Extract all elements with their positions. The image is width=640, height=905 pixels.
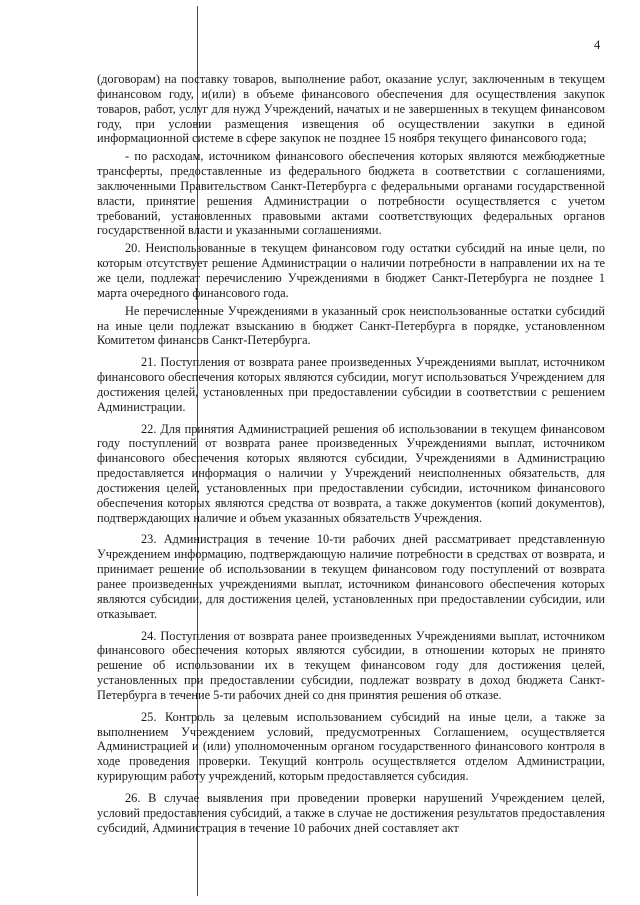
paragraph-25: 25. Контроль за целевым использованием субсидий на иные цели, а также за выполнением Учреждением условий, предусмотренных Соглашением, осуществляется Администрацией и (или) уполномоченным органом государственного финансового контроля в ходе проведения проверки. Текущий контроль осуществляется отделом Администрации, курирующим работу учреждений, которым предоставляется субсидия.: [97, 709, 605, 784]
paragraph-21: 21. Поступления от возврата ранее произведенных Учреждениями выплат, источником финансового обеспечения которых являются субсидии, могут использоваться Учреждением для достижения целей, установленных при предоставлении субсидии в соответствии с решением Администрации.: [97, 355, 605, 414]
paragraph-23: 23. Администрация в течение 10-ти рабочих дней рассматривает представленную Учреждением информацию, подтверждающую наличие потребности в средствах от возврата, и принимает решение об использовании в текущем финансовом году поступлений от возврата ранее произведенных учреждениями выплат, источником финансового обеспечения которых являются субсидии, для достижения целей, установленных при предоставлении субсидии, или отказывает.: [97, 532, 605, 621]
paragraph-24: 24. Поступления от возврата ранее произведенных Учреждениями выплат, источником финансового обеспечения которых являются субсидии, в отношении которых не принято решение об использовании их в текущем финансовом году для достижения целей, установленных при предоставлении субсидии, подлежат возврату в доход бюджета Санкт-Петербурга в течение 5-ти рабочих дней со дня принятия решения об отказе.: [97, 628, 605, 702]
paragraph-20: 20. Неиспользованные в текущем финансовом году остатки субсидий на иные цели, по которым отсутствует решение Администрации о наличии потребности в направлении их на те же цели, подлежат перечислению Учреждениями в бюджет Санкт-Петербурга не позднее 1 марта очередного финансового года.: [97, 241, 605, 300]
paragraph-20-second: Не перечисленные Учреждениями в указанный срок неиспользованные остатки субсидий на иные цели подлежат взысканию в бюджет Санкт-Петербурга в порядке, установленном Комитетом финансов Санкт-Петербурга.: [97, 303, 605, 348]
document-body: [97, 72, 605, 839]
paragraph-22: 22. Для принятия Администрацией решения об использовании в текущем финансовом году поступлений от возврата ранее произведенных Учреждениями выплат, источником финансового обеспечения которых являются субсидии, Учреждениями в Администрацию предоставляется информация о наличии у Учреждений неисполненных обязательств, для достижения целей, установленных при предоставлении субсидии, источником финансового обеспечения которых являются средства от возврата, а также документов (копий документов), подтверждающих наличие и объем указанных обязательств Учреждения.: [97, 421, 605, 525]
paragraph-19-continuation: (договорам) на поставку товаров, выполнение работ, оказание услуг, заключенным в текущем финансовом году, и(или) в объеме финансового обеспечения для осуществления закупок товаров, работ, услуг для нужд Учреждений, начатых и не завершенных в текущем финансовом году, при условии размещения извещения об осуществлении закупки в единой информационной системе в сфере закупок не позднее 15 ноября текущего финансового года;: [97, 72, 605, 146]
page-number: 4: [594, 38, 601, 52]
paragraph-26: 26. В случае выявления при проведении проверки нарушений Учреждением целей, условий предоставления субсидий, а также в случае не достижения результатов предоставления субсидий, Администрация в течение 10 рабочих дней составляет акт: [97, 790, 605, 835]
paragraph-19-dash-item: - по расходам, источником финансового обеспечения которых являются межбюджетные трансферты, предоставленные из федерального бюджета в соответствии с соглашениями, заключенными Правительством Санкт-Петербурга с федеральными органами государственной власти, принятие решения Администрации о потребности осуществляется с учетом требований, установленных правовыми актами соответствующих федеральных органов государственной власти и указанными соглашениями.: [97, 149, 605, 238]
